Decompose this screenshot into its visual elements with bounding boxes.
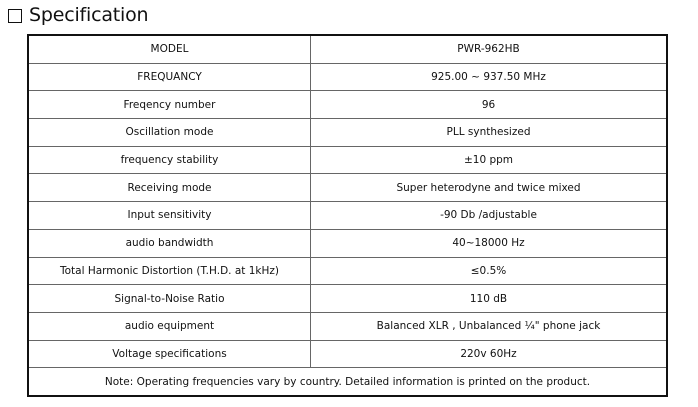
spec-value-model: PWR-962HB (311, 35, 668, 63)
spec-label-frequency-number: Freqency number (28, 91, 311, 119)
specification-table (27, 34, 668, 397)
spec-label-frequency: FREQUANCY (28, 63, 311, 91)
spec-value-input-sensitivity: -90 Db /adjustable (311, 202, 668, 230)
section-title: Specification (29, 4, 149, 26)
spec-label-audio-equipment: audio equipment (28, 312, 311, 340)
table-row (28, 312, 667, 340)
spec-value-audio-equipment: Balanced XLR , Unbalanced ¼" phone jack (311, 312, 668, 340)
table-row (28, 174, 667, 202)
table-row (28, 63, 667, 91)
spec-note: Note: Operating frequencies vary by country. Detailed information is printed on the product. (28, 368, 667, 396)
table-row (28, 285, 667, 313)
checkbox-icon (8, 9, 22, 23)
table-row (28, 91, 667, 119)
spec-label-audio-bandwidth: audio bandwidth (28, 229, 311, 257)
spec-value-voltage: 220v 60Hz (311, 340, 668, 368)
table-row (28, 119, 667, 147)
spec-value-thd: ≤0.5% (311, 257, 668, 285)
table-note-row (28, 368, 667, 396)
spec-value-frequency: 925.00 ~ 937.50 MHz (311, 63, 668, 91)
spec-value-snr: 110 dB (311, 285, 668, 313)
table-row (28, 202, 667, 230)
table-row (28, 257, 667, 285)
spec-label-oscillation-mode: Oscillation mode (28, 119, 311, 147)
table-row (28, 146, 667, 174)
spec-value-audio-bandwidth: 40~18000 Hz (311, 229, 668, 257)
spec-label-snr: Signal-to-Noise Ratio (28, 285, 311, 313)
spec-label-frequency-stability: frequency stability (28, 146, 311, 174)
spec-label-voltage: Voltage specifications (28, 340, 311, 368)
spec-label-input-sensitivity: Input sensitivity (28, 202, 311, 230)
spec-label-thd: Total Harmonic Distortion (T.H.D. at 1kHz) (28, 257, 311, 285)
spec-value-frequency-stability: ±10 ppm (311, 146, 668, 174)
section-heading (8, 1, 148, 29)
table-row (28, 229, 667, 257)
spec-value-receiving-mode: Super heterodyne and twice mixed (311, 174, 668, 202)
spec-value-frequency-number: 96 (311, 91, 668, 119)
spec-value-oscillation-mode: PLL synthesized (311, 119, 668, 147)
table-row (28, 35, 667, 63)
table-row (28, 340, 667, 368)
spec-label-model: MODEL (28, 35, 311, 63)
spec-label-receiving-mode: Receiving mode (28, 174, 311, 202)
